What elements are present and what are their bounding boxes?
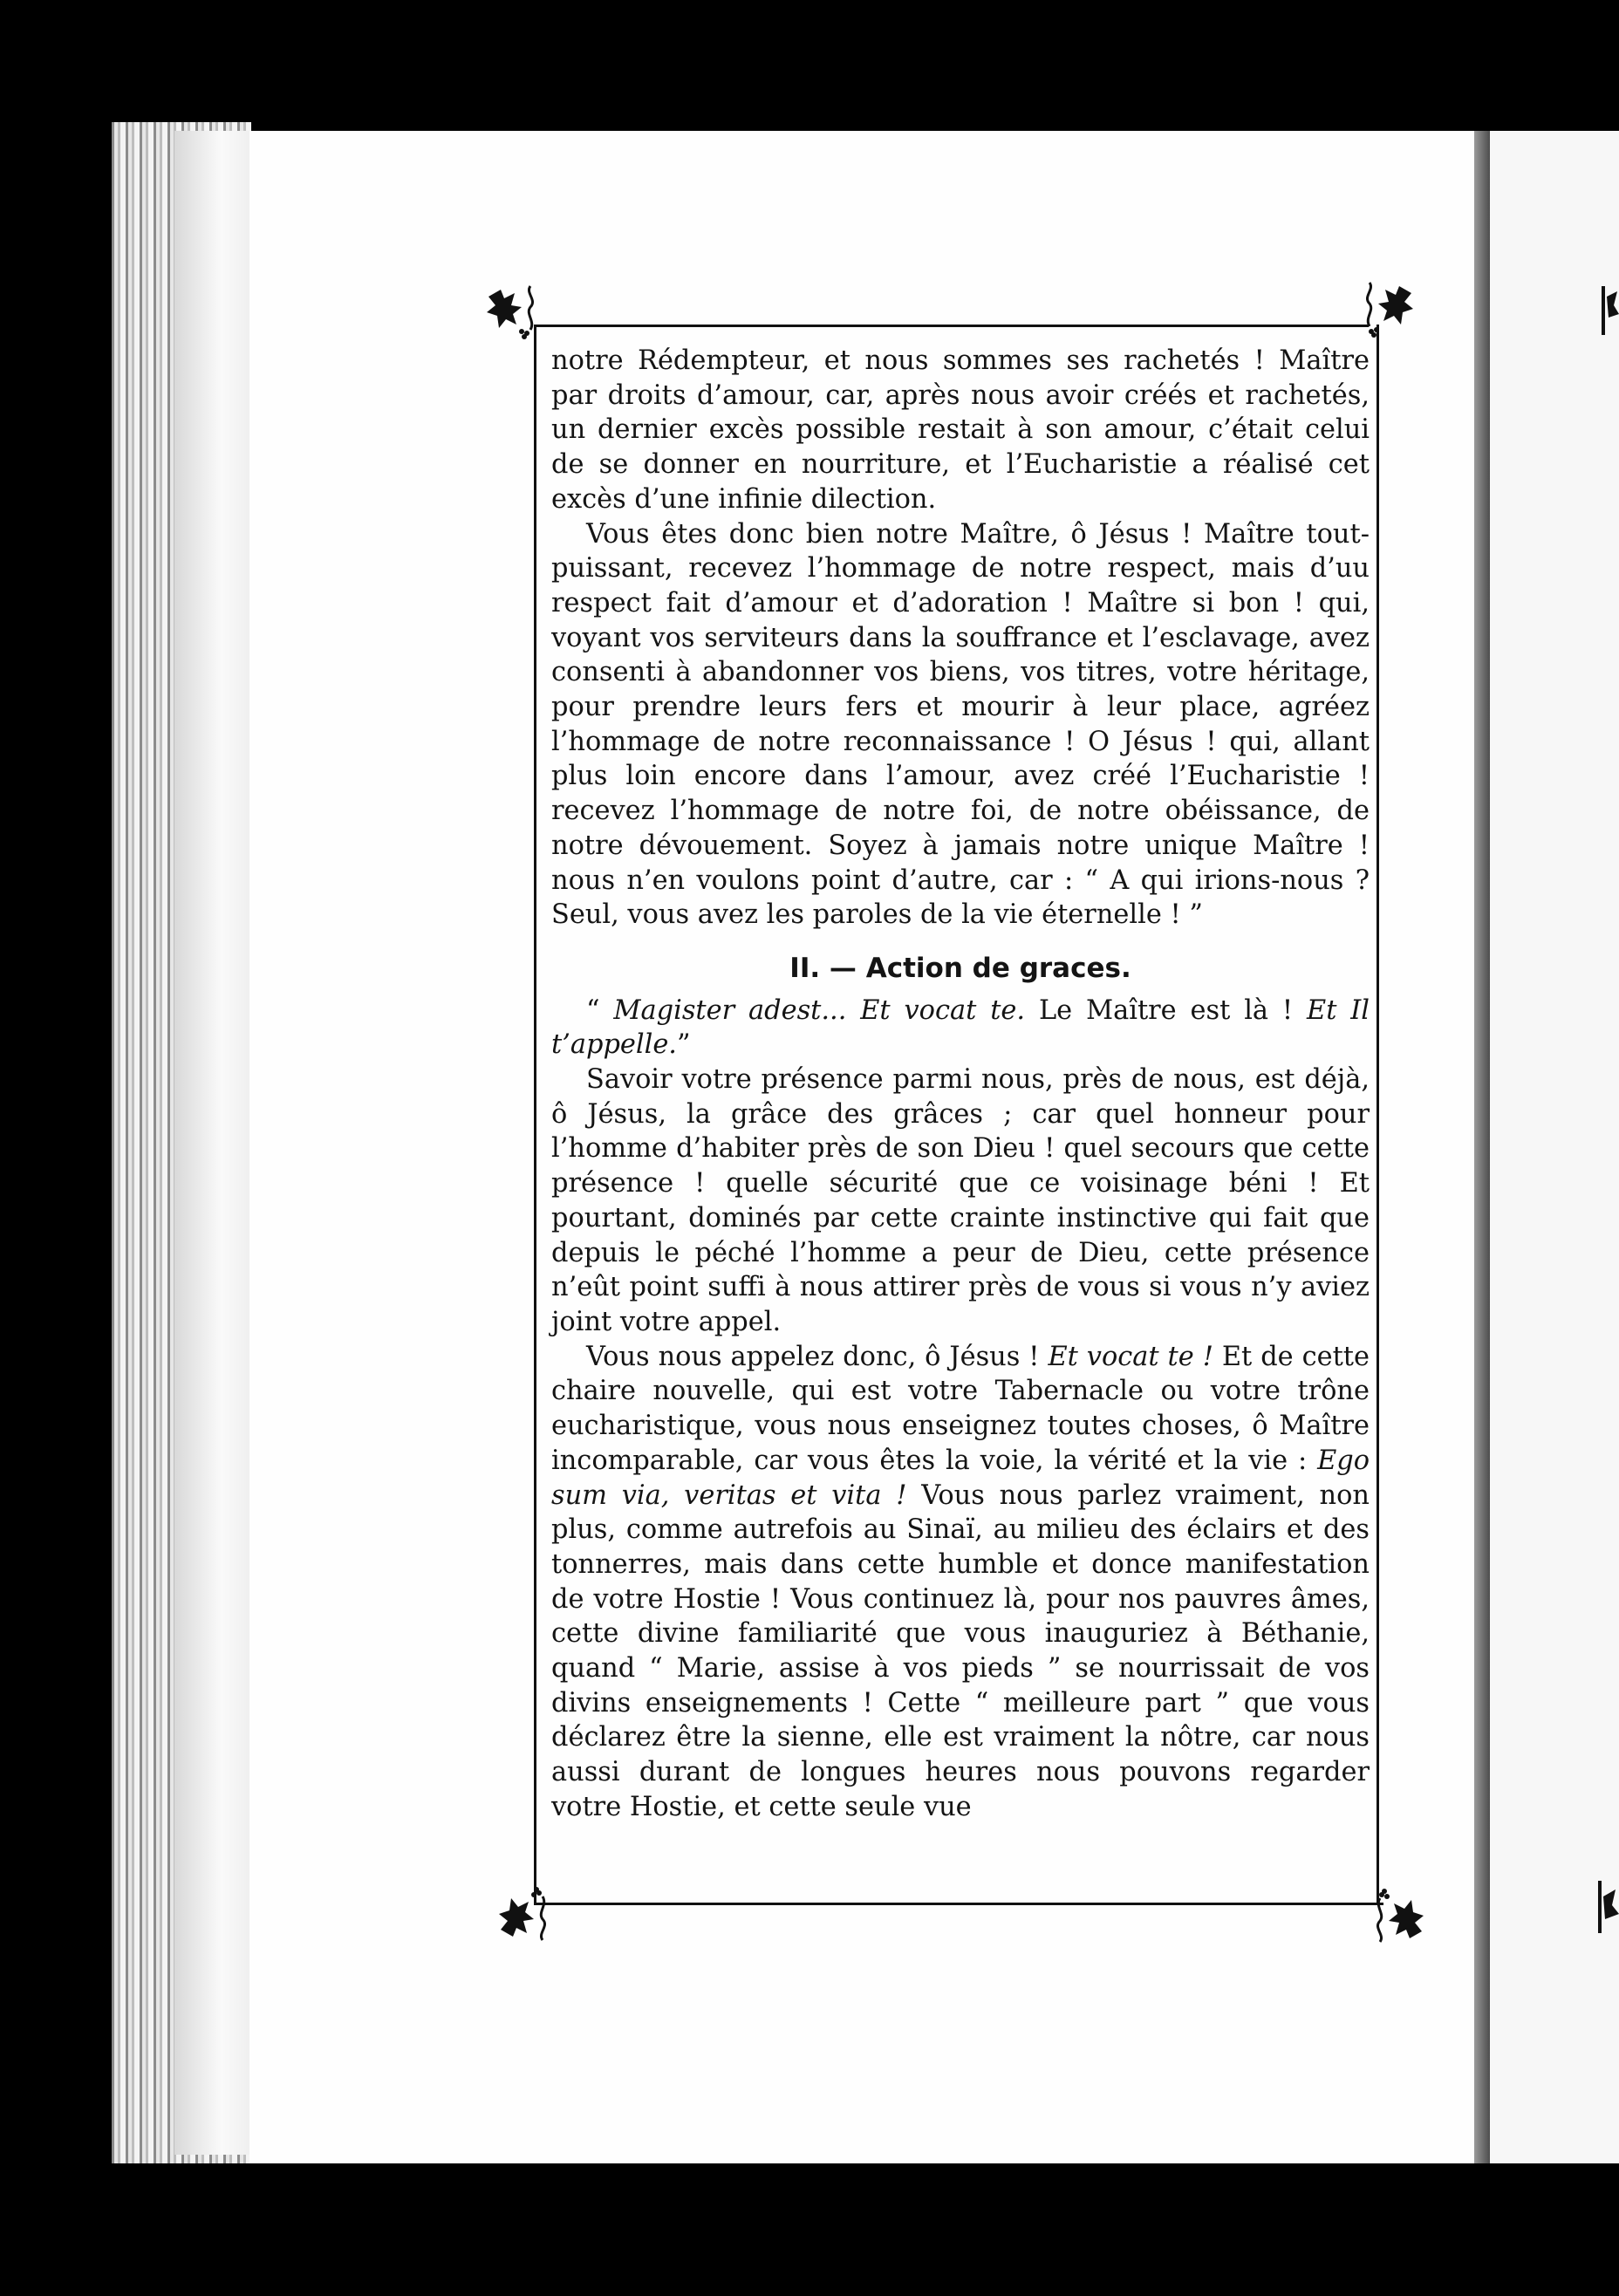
- paragraph-5-part-2: Et de cette chaire nouvelle, qui est votre Tabernacle ou votre trône eucharistique, vous nous enseignez toutes choses, ô Maître incomparable, car vous êtes la voie, la vérité et la vie :: [551, 1341, 1370, 1476]
- frame-right-rule: [1376, 325, 1379, 1905]
- open-quote: “: [586, 994, 614, 1026]
- paragraph-3: [551, 994, 1370, 1063]
- quote-italic: Et Il t’appelle.: [551, 994, 1370, 1061]
- close-quote: ”: [676, 1029, 691, 1061]
- latin-quote: Magister adest... Et vocat te.: [613, 994, 1026, 1026]
- paragraph-5: [551, 1340, 1370, 1825]
- frame-bottom-rule: [536, 1903, 1383, 1905]
- section-heading: II. — Action de graces.: [789, 952, 1131, 984]
- facing-page-edge: [1490, 131, 1619, 2163]
- vine-leaf-ornament-top-right: [1357, 277, 1418, 338]
- facing-page-ornament-top: [1596, 279, 1619, 340]
- paragraph-4: Savoir votre présence parmi nous, près de nous, est déjà, ô Jésus, la grâce des grâces ; car quel honneur pour l’homme d’habiter près de son Dieu ! quel secours que cette présence ! quelle sécurité que ce voisinage béni ! Et pourtant, dominés par cette crainte instinctive qui fait que depuis le péché l’homme a peur de Dieu, cette présence n’eût point suffi à nous attirer près de vous si vous n’y aviez joint votre appel.: [551, 1064, 1370, 1337]
- latin-et-vocat-te: Et vocat te !: [1048, 1341, 1213, 1372]
- vine-leaf-ornament-bottom-right: [1368, 1886, 1429, 1947]
- gutter-shadow: [1474, 131, 1492, 2163]
- paragraph-2: Vous êtes donc bien notre Maître, ô Jésus ! Maître tout-puissant, recevez l’hommage de notre respect, mais d’uu respect fait d’amour et d’adoration ! Maître si bon ! qui, voyant vos serviteurs dans la souffrance et l’esclavage, avez consenti à abandonner vos biens, vos titres, votre héritage, pour prendre leurs fers et mourir à leur place, agréez l’hommage de notre reconnaissance ! O Jésus ! qui, allant plus loin encore dans l’amour, avez créé l’Eucharistie ! recevez l’hommage de notre foi, de notre obéissance, de notre dévouement. Soyez à jamais notre unique Maître ! nous n’en voulons point d’autre, car : “ A qui irions-nous ? Seul, vous avez les paroles de la vie éternelle ! ”: [551, 518, 1370, 931]
- frame-left-rule: [534, 325, 536, 1905]
- frame-top-rule: [536, 325, 1369, 327]
- vine-leaf-ornament-bottom-left: [494, 1884, 555, 1945]
- quote-translation: Le Maître est là !: [1025, 994, 1308, 1026]
- paragraph-5-part-3: Vous nous parlez vraiment, non plus, comme autrefois au Sinaï, au milieu des éclairs et des tonnerres, mais dans cette humble et donce manifestation de votre Hostie ! Vous continuez là, pour nos pauvres âmes, cette divine familiarité que vous inauguriez à Béthanie, quand “ Marie, assise à vos pieds ” se nourrissait de vos divins enseignements ! Cette “ meilleure part ” que vous déclarez être la sienne, elle est vraiment la nôtre, car nous aussi durant de longues heures nous pouvons regarder votre Hostie, et cette seule vue: [551, 1479, 1370, 1822]
- page-text: [551, 344, 1370, 1825]
- paragraph-1: notre Rédempteur, et nous sommes ses rachetés ! Maître par droits d’amour, car, après nous avoir créés et rachetés, un dernier excès possible restait à son amour, c’était celui de se donner en nourriture, et l’Eucharistie a réalisé cet excès d’une infinie dilection.: [551, 345, 1370, 515]
- vine-leaf-ornament-top-left: [482, 281, 543, 342]
- page-edges-inner: [174, 131, 253, 2155]
- facing-page-ornament-bottom: [1593, 1876, 1619, 1937]
- paragraph-5-part-1: Vous nous appelez donc, ô Jésus !: [586, 1341, 1049, 1372]
- latin-ego-sum-via: Ego sum via, veritas et vita !: [551, 1445, 1370, 1511]
